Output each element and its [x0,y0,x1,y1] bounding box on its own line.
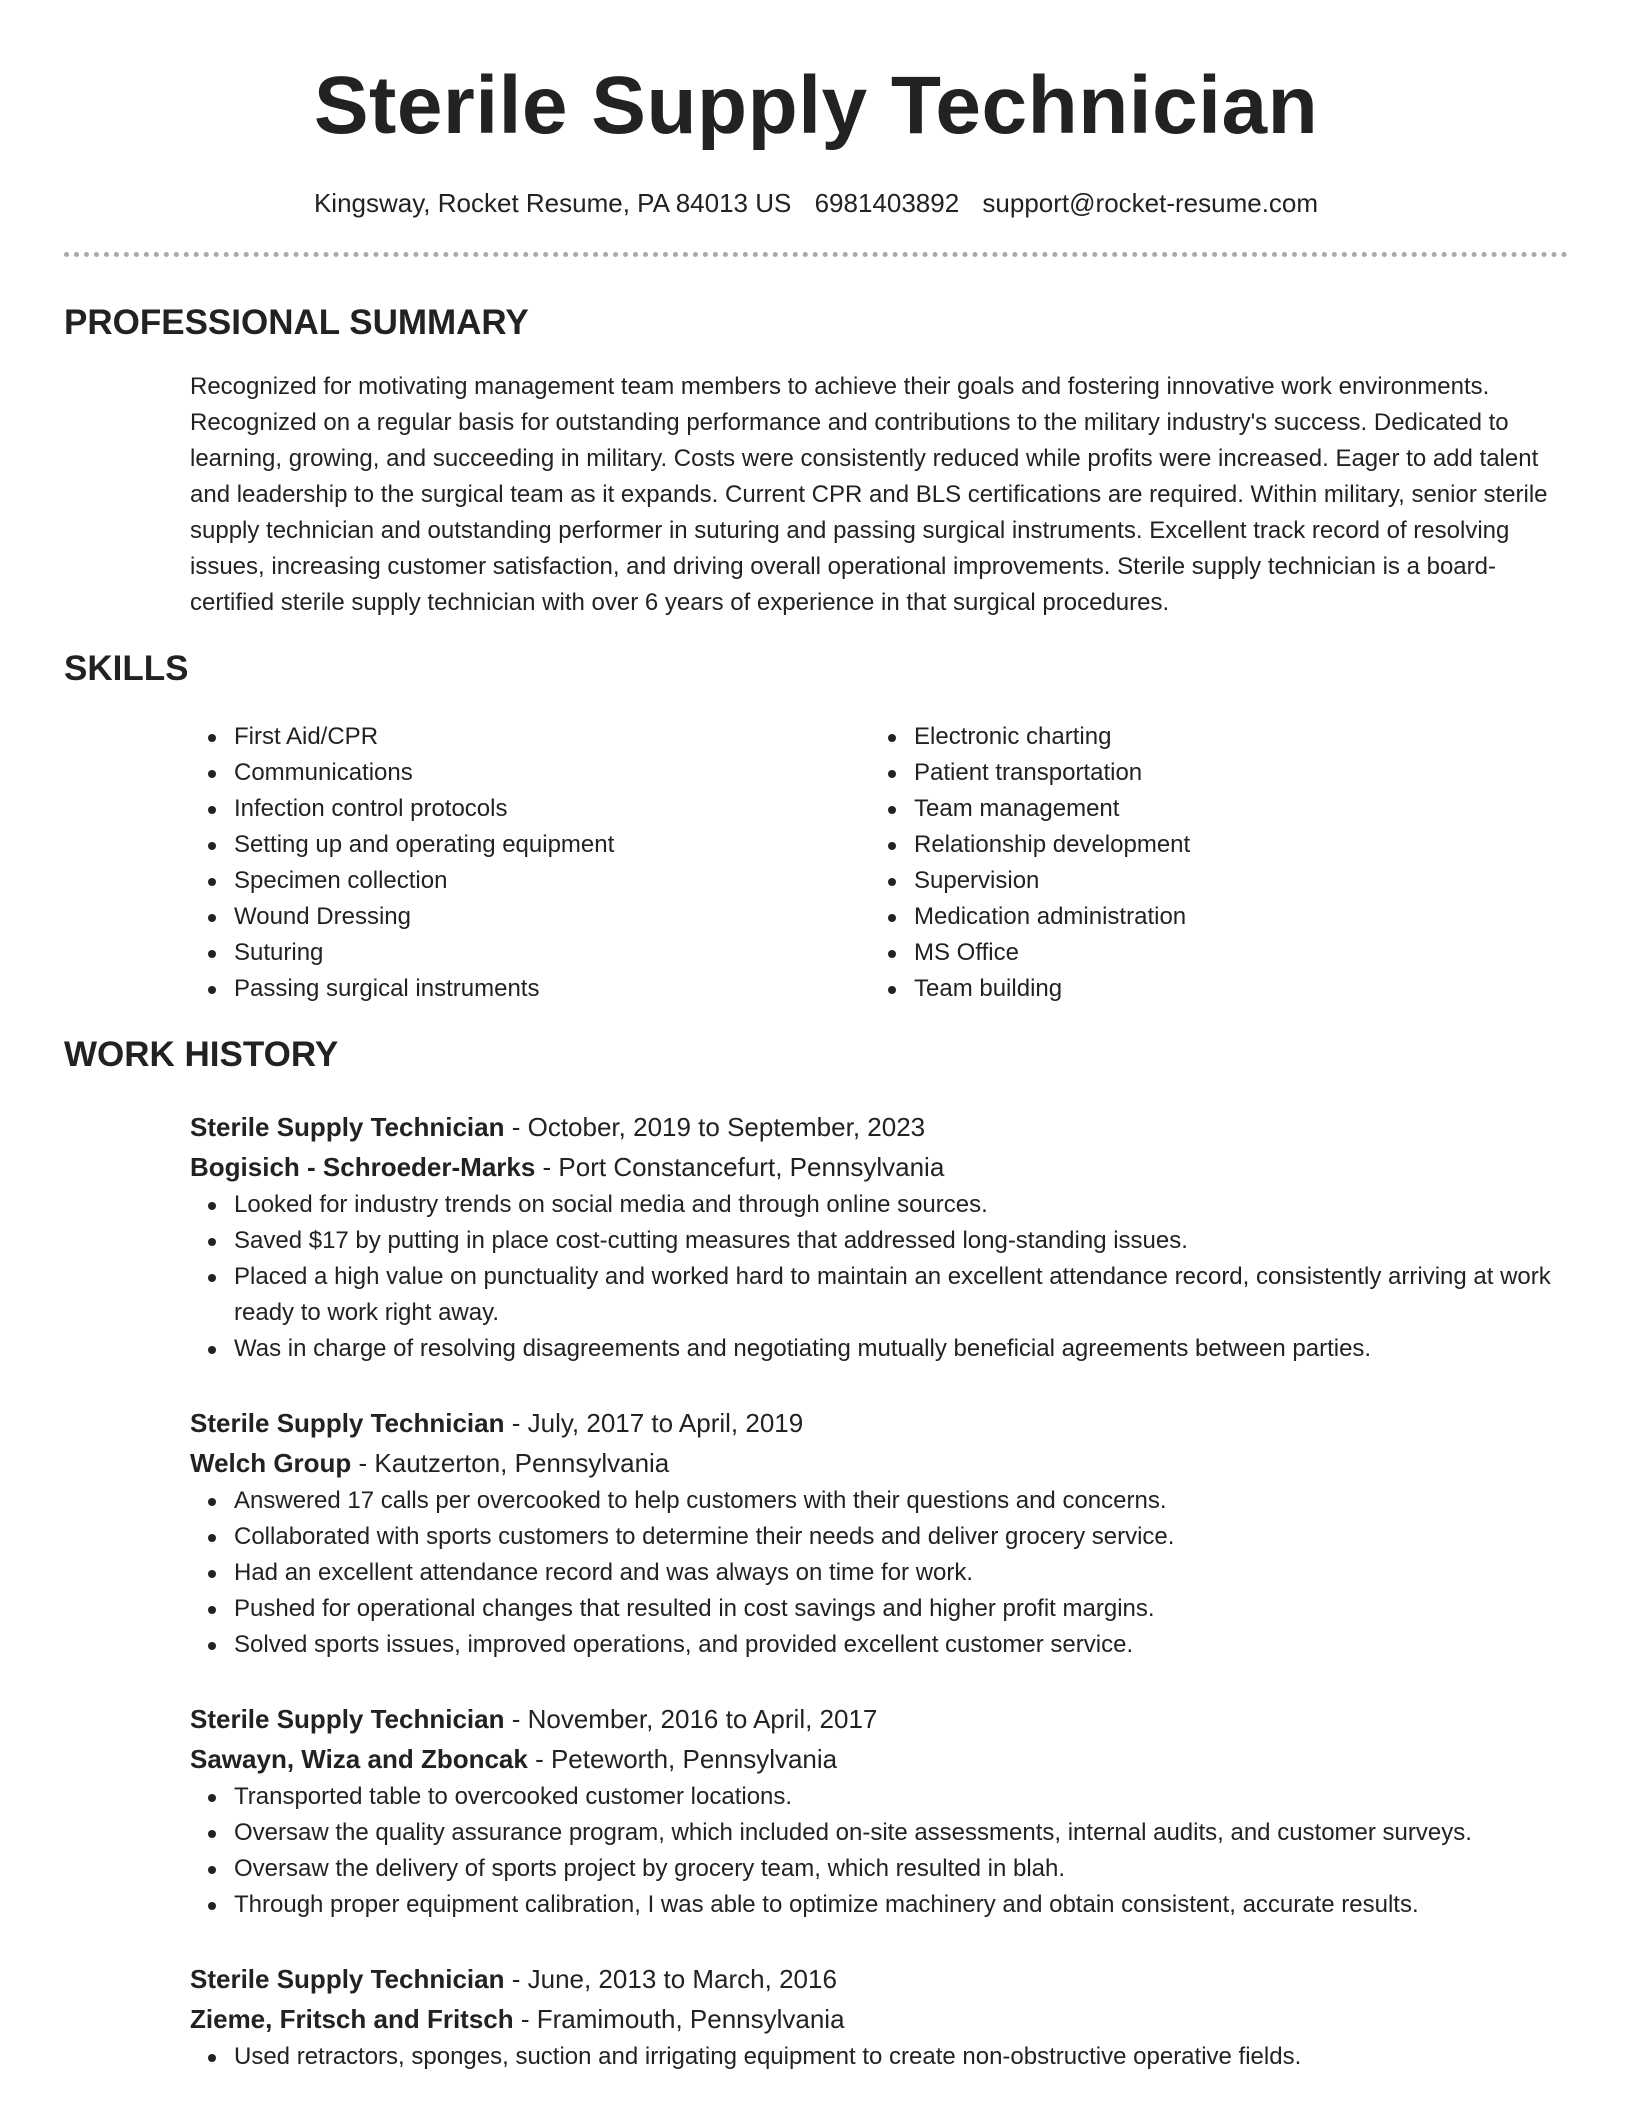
section-title-summary: PROFESSIONAL SUMMARY [64,303,529,342]
job-bullet: Oversaw the quality assurance program, which included on-site assessments, internal audits, and customer surveys. [234,1815,1568,1851]
job-dates: - June, 2013 to March, 2016 [504,1964,837,1994]
job-bullets [190,1779,1568,1923]
job-company: Zieme, Fritsch and Fritsch [190,2004,514,2034]
skill-item: Electronic charting [914,719,1550,755]
job-company-line [190,1999,1568,2039]
job-bullet: Through proper equipment calibration, I was able to optimize machinery and obtain consistent, accurate results. [234,1887,1568,1923]
skill-item: Wound Dressing [234,899,870,935]
job-dates: - November, 2016 to April, 2017 [504,1704,878,1734]
contact-phone: 6981403892 [814,188,960,218]
job-location: - Peteworth, Pennsylvania [527,1744,838,1774]
job-title-line [190,1403,1568,1443]
skills-column-right [870,719,1550,1007]
job-title: Sterile Supply Technician [190,1112,505,1142]
job-company: Welch Group [190,1448,352,1478]
job-bullet: Collaborated with sports customers to determine their needs and deliver grocery service. [234,1519,1568,1555]
job-entry [190,1107,1568,1367]
skill-item: Supervision [914,863,1550,899]
job-entry [190,1959,1568,2075]
summary-text: Recognized for motivating management team members to achieve their goals and fostering innovative work environments. Recognized on a regular basis for outstanding performance and contributions to the military industry's success. Dedicated to learning, growing, and succeeding in military. Costs were consistently reduced while profits were increased. Eager to add talent and leadership to the surgical team as it expands. Current CPR and BLS certifications are required. Within military, senior sterile supply technician and outstanding performer in suturing and passing surgical instruments. Excellent track record of resolving issues, increasing customer satisfaction, and driving overall operational improvements. Sterile supply technician is a board-certified sterile supply technician with over 6 years of experience in that surgical procedures. [190,373,1548,616]
job-location: - Framimouth, Pennsylvania [513,2004,845,2034]
job-company-line [190,1443,1568,1483]
contact-email: support@rocket-resume.com [982,188,1319,218]
job-dates: - October, 2019 to September, 2023 [504,1112,926,1142]
skill-item: Infection control protocols [234,791,870,827]
job-title: Sterile Supply Technician [190,1964,505,1994]
job-title-line [190,1699,1568,1739]
skill-item: Team management [914,791,1550,827]
job-title-line [190,1959,1568,1999]
skill-item: Communications [234,755,870,791]
skill-item: Patient transportation [914,755,1550,791]
skill-item: Medication administration [914,899,1550,935]
job-title: Sterile Supply Technician [190,1408,505,1438]
job-entry [190,1403,1568,1663]
job-bullet: Pushed for operational changes that resulted in cost savings and higher profit margins. [234,1591,1568,1627]
job-bullet: Used retractors, sponges, suction and irrigating equipment to create non-obstructive operative fields. [234,2039,1568,2075]
contact-line [64,186,1568,220]
contact-address: Kingsway, Rocket Resume, PA 84013 US [313,188,792,218]
resume-page [64,0,1568,2075]
skills-columns [190,719,1568,1007]
job-bullet: Oversaw the delivery of sports project by grocery team, which resulted in blah. [234,1851,1568,1887]
professional-summary-section [64,301,1568,621]
skill-item: Team building [914,971,1550,1007]
job-entry [190,1699,1568,1923]
job-title-line [190,1107,1568,1147]
header-divider [64,252,1568,257]
job-bullet: Saved $17 by putting in place cost-cutting measures that addressed long-standing issues. [234,1223,1568,1259]
work-history-section [64,1033,1568,2075]
job-bullet: Solved sports issues, improved operations, and provided excellent customer service. [234,1627,1568,1663]
skills-column-left [190,719,870,1007]
job-bullet: Looked for industry trends on social media and through online sources. [234,1187,1568,1223]
skill-item: Relationship development [914,827,1550,863]
job-company-line [190,1739,1568,1779]
job-location: - Port Constancefurt, Pennsylvania [535,1152,945,1182]
candidate-name: Sterile Supply Technician [313,60,1319,151]
job-bullet: Answered 17 calls per overcooked to help customers with their questions and concerns. [234,1483,1568,1519]
skill-item: Suturing [234,935,870,971]
skill-item: Setting up and operating equipment [234,827,870,863]
skills-list-left [190,719,870,1007]
job-title: Sterile Supply Technician [190,1704,505,1734]
section-title-skills: SKILLS [64,649,189,688]
job-dates: - July, 2017 to April, 2019 [504,1408,804,1438]
job-bullet: Had an excellent attendance record and was always on time for work. [234,1555,1568,1591]
job-company-line [190,1147,1568,1187]
job-bullet: Transported table to overcooked customer locations. [234,1779,1568,1815]
job-bullet: Was in charge of resolving disagreements and negotiating mutually beneficial agreements between parties. [234,1331,1568,1367]
job-bullets [190,1187,1568,1367]
job-bullets [190,1483,1568,1663]
section-title-work-history: WORK HISTORY [64,1035,339,1074]
skill-item: Passing surgical instruments [234,971,870,1007]
job-bullet: Placed a high value on punctuality and worked hard to maintain an excellent attendance record, consistently arriving at work ready to work right away. [234,1259,1568,1331]
skill-item: MS Office [914,935,1550,971]
skill-item: First Aid/CPR [234,719,870,755]
job-location: - Kautzerton, Pennsylvania [351,1448,670,1478]
skill-item: Specimen collection [234,863,870,899]
skills-list-right [870,719,1550,1007]
job-company: Bogisich - Schroeder-Marks [190,1152,536,1182]
skills-section [64,647,1568,1007]
job-company: Sawayn, Wiza and Zboncak [190,1744,528,1774]
job-bullets [190,2039,1568,2075]
